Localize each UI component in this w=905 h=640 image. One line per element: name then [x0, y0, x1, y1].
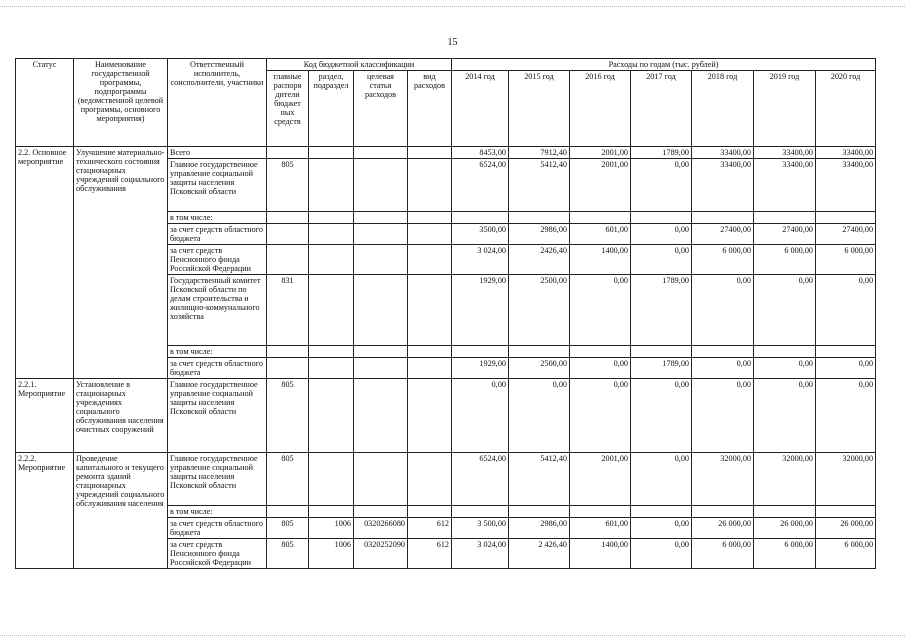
kbk-grbs-cell: 805	[267, 159, 309, 212]
kbk-vr-cell	[408, 159, 452, 212]
expense-value-cell	[631, 346, 692, 358]
kbk-rz-cell	[309, 245, 354, 275]
kbk-rz-cell	[309, 224, 354, 245]
expense-value-cell: 0,00	[692, 275, 754, 346]
kbk-grbs-cell: 831	[267, 275, 309, 346]
expense-value-cell: 5412,40	[509, 453, 570, 506]
kbk-rz-cell	[309, 506, 354, 518]
kbk-csr-cell	[354, 147, 408, 159]
expense-value-cell	[754, 212, 816, 224]
expense-value-cell: 0,00	[754, 275, 816, 346]
expense-value-cell: 1400,00	[570, 245, 631, 275]
responsible-cell: за счет средств областного бюджета	[168, 224, 267, 245]
kbk-grbs-cell	[267, 506, 309, 518]
kbk-csr-cell	[354, 506, 408, 518]
expense-value-cell: 0,00	[692, 358, 754, 379]
expense-value-cell: 33400,00	[754, 147, 816, 159]
kbk-csr-cell	[354, 224, 408, 245]
expense-value-cell: 0,00	[631, 539, 692, 569]
expense-value-cell: 1400,00	[570, 539, 631, 569]
expense-value-cell: 6 000,00	[692, 539, 754, 569]
expense-value-cell: 2986,00	[509, 518, 570, 539]
name-header: Наименование государственной программы, подпрограммы (ведомственной целевой программы, основного мероприятия)	[74, 59, 168, 147]
expense-value-cell	[692, 506, 754, 518]
expense-value-cell: 2001,00	[570, 147, 631, 159]
table-row	[16, 453, 876, 506]
expense-value-cell: 0,00	[631, 159, 692, 212]
expense-value-cell: 8453,00	[452, 147, 509, 159]
year-header: 2019 год	[754, 71, 816, 147]
expense-value-cell: 1789,00	[631, 147, 692, 159]
kbk-rz-header: раздел, подраздел	[309, 71, 354, 147]
expense-value-cell	[452, 506, 509, 518]
status-cell: 2.2.2. Мероприятие	[16, 453, 74, 569]
year-header: 2017 год	[631, 71, 692, 147]
expense-value-cell: 0,00	[631, 453, 692, 506]
expense-value-cell	[754, 346, 816, 358]
program-name-cell: Установление в стационарных учреждениях социального обслуживания населения очистных сооружений	[74, 379, 168, 453]
kbk-grbs-cell	[267, 147, 309, 159]
program-name-cell: Проведение капитального и текущего ремонта зданий стационарных учреждений социального обслуживания населения	[74, 453, 168, 569]
kbk-rz-cell	[309, 346, 354, 358]
expense-value-cell: 32000,00	[692, 453, 754, 506]
expense-value-cell	[452, 212, 509, 224]
expense-value-cell: 26 000,00	[754, 518, 816, 539]
expense-value-cell: 0,00	[452, 379, 509, 453]
status-cell: 2.2. Основное мероприятие	[16, 147, 74, 379]
responsible-cell: Главное государственное управление социальной защиты населения Псковской области	[168, 379, 267, 453]
kbk-grbs-cell	[267, 224, 309, 245]
kbk-vr-cell: 612	[408, 539, 452, 569]
expense-value-cell: 0,00	[509, 379, 570, 453]
year-header: 2018 год	[692, 71, 754, 147]
kbk-vr-cell	[408, 212, 452, 224]
responsible-cell: за счет средств областного бюджета	[168, 358, 267, 379]
expense-value-cell: 33400,00	[816, 159, 876, 212]
kbk-csr-cell	[354, 346, 408, 358]
expense-value-cell: 3500,00	[452, 224, 509, 245]
expense-value-cell: 33400,00	[692, 147, 754, 159]
kbk-vr-cell	[408, 346, 452, 358]
expense-value-cell	[631, 506, 692, 518]
expense-value-cell: 2001,00	[570, 453, 631, 506]
status-header: Статус	[16, 59, 74, 147]
responsible-cell: Главное государственное управление социальной защиты населения Псковской области	[168, 159, 267, 212]
kbk-vr-cell	[408, 147, 452, 159]
kbk-csr-cell	[354, 159, 408, 212]
kbk-csr-cell	[354, 453, 408, 506]
kbk-vr-cell: 612	[408, 518, 452, 539]
expense-value-cell	[754, 506, 816, 518]
kbk-csr-cell	[354, 379, 408, 453]
kbk-csr-cell: 0320252090	[354, 539, 408, 569]
expense-value-cell: 33400,00	[816, 147, 876, 159]
kbk-rz-cell: 1006	[309, 518, 354, 539]
program-name-cell: Улучшение материально-технического состояния стационарных учреждений социального обслуживания	[74, 147, 168, 379]
status-cell: 2.2.1. Мероприятие	[16, 379, 74, 453]
kbk-grbs-cell	[267, 245, 309, 275]
responsible-cell: в том числе:	[168, 346, 267, 358]
kbk-rz-cell	[309, 159, 354, 212]
expense-value-cell: 26 000,00	[816, 518, 876, 539]
expense-value-cell: 3 500,00	[452, 518, 509, 539]
kbk-grbs-cell: 805	[267, 453, 309, 506]
expense-value-cell	[509, 212, 570, 224]
kbk-grbs-cell	[267, 346, 309, 358]
expense-value-cell: 6524,00	[452, 453, 509, 506]
expense-value-cell: 601,00	[570, 518, 631, 539]
expense-value-cell: 0,00	[816, 275, 876, 346]
expense-value-cell: 33400,00	[692, 159, 754, 212]
kbk-csr-cell	[354, 212, 408, 224]
year-header: 2020 год	[816, 71, 876, 147]
expense-value-cell: 27400,00	[692, 224, 754, 245]
expense-value-cell: 6 000,00	[816, 539, 876, 569]
expense-value-cell: 1789,00	[631, 358, 692, 379]
expense-value-cell	[631, 212, 692, 224]
kbk-rz-cell	[309, 147, 354, 159]
expense-value-cell: 7912,40	[509, 147, 570, 159]
expense-value-cell: 33400,00	[754, 159, 816, 212]
expense-value-cell: 0,00	[816, 379, 876, 453]
scan-top-edge	[0, 0, 905, 7]
expenses-header: Расходы по годам (тыс. рублей)	[452, 59, 876, 71]
expense-value-cell: 2500,00	[509, 275, 570, 346]
expense-value-cell: 601,00	[570, 224, 631, 245]
expense-value-cell: 2986,00	[509, 224, 570, 245]
kbk-grbs-cell: 805	[267, 379, 309, 453]
page-number: 15	[447, 37, 458, 48]
expense-value-cell: 0,00	[816, 358, 876, 379]
expense-value-cell: 1929,00	[452, 275, 509, 346]
expense-value-cell: 1789,00	[631, 275, 692, 346]
year-header: 2015 год	[509, 71, 570, 147]
expense-value-cell: 0,00	[631, 245, 692, 275]
expense-value-cell: 1929,00	[452, 358, 509, 379]
expense-value-cell: 0,00	[631, 518, 692, 539]
expense-value-cell: 27400,00	[816, 224, 876, 245]
expense-value-cell: 32000,00	[816, 453, 876, 506]
expense-value-cell: 26 000,00	[692, 518, 754, 539]
table-row	[16, 379, 876, 453]
kbk-grbs-cell	[267, 358, 309, 379]
expense-value-cell	[570, 346, 631, 358]
expense-value-cell: 0,00	[570, 379, 631, 453]
kbk-vr-header: вид расходов	[408, 71, 452, 147]
expense-value-cell: 2 426,40	[509, 539, 570, 569]
responsible-cell: Всего	[168, 147, 267, 159]
expense-value-cell: 3 024,00	[452, 245, 509, 275]
expense-value-cell	[509, 506, 570, 518]
responsible-cell: Государственный комитет Псковской области по делам строительства и жилищно-коммунального хозяйства	[168, 275, 267, 346]
kbk-vr-cell	[408, 245, 452, 275]
responsible-cell: за счет средств областного бюджета	[168, 518, 267, 539]
expense-value-cell: 32000,00	[754, 453, 816, 506]
responsible-cell: в том числе:	[168, 212, 267, 224]
expense-value-cell: 2500,00	[509, 358, 570, 379]
expense-value-cell	[509, 346, 570, 358]
kbk-grbs-cell	[267, 212, 309, 224]
expense-value-cell	[816, 212, 876, 224]
expense-value-cell	[692, 346, 754, 358]
responsible-cell: за счет средств Пенсионного фонда Российской Федерации	[168, 245, 267, 275]
year-header: 2014 год	[452, 71, 509, 147]
kbk-header: Код бюджетной классификации	[267, 59, 452, 71]
kbk-rz-cell	[309, 212, 354, 224]
expense-value-cell: 0,00	[570, 275, 631, 346]
expense-value-cell: 0,00	[631, 224, 692, 245]
kbk-vr-cell	[408, 358, 452, 379]
expense-value-cell	[816, 506, 876, 518]
budget-table	[15, 58, 876, 569]
kbk-grbs-header: главные распоря дители бюджет ных средств	[267, 71, 309, 147]
kbk-csr-cell: 0320266080	[354, 518, 408, 539]
responsible-cell: Главное государственное управление социальной защиты населения Псковской области	[168, 453, 267, 506]
expense-value-cell: 6 000,00	[816, 245, 876, 275]
expense-value-cell: 2001,00	[570, 159, 631, 212]
expense-value-cell	[452, 346, 509, 358]
expense-value-cell: 0,00	[631, 379, 692, 453]
expense-value-cell: 6 000,00	[754, 539, 816, 569]
expense-value-cell: 0,00	[754, 358, 816, 379]
kbk-vr-cell	[408, 379, 452, 453]
expense-value-cell: 0,00	[692, 379, 754, 453]
kbk-csr-header: целевая статья расходов	[354, 71, 408, 147]
expense-value-cell: 0,00	[754, 379, 816, 453]
expense-value-cell: 0,00	[570, 358, 631, 379]
kbk-rz-cell	[309, 275, 354, 346]
kbk-rz-cell	[309, 379, 354, 453]
expense-value-cell: 6 000,00	[692, 245, 754, 275]
scan-bottom-edge	[0, 635, 905, 640]
expense-value-cell: 27400,00	[754, 224, 816, 245]
expense-value-cell: 6 000,00	[754, 245, 816, 275]
expense-value-cell	[816, 346, 876, 358]
expense-value-cell: 6524,00	[452, 159, 509, 212]
responsible-header: Ответственный исполнитель, соисполнители, участники	[168, 59, 267, 147]
expense-value-cell: 3 024,00	[452, 539, 509, 569]
responsible-cell: за счет средств Пенсионного фонда Российской Федерации	[168, 539, 267, 569]
expense-value-cell	[570, 212, 631, 224]
kbk-vr-cell	[408, 224, 452, 245]
expense-value-cell	[692, 212, 754, 224]
kbk-rz-cell	[309, 453, 354, 506]
responsible-cell: в том числе:	[168, 506, 267, 518]
expense-value-cell: 5412,40	[509, 159, 570, 212]
table-row	[16, 147, 876, 159]
kbk-grbs-cell: 805	[267, 518, 309, 539]
expense-value-cell	[570, 506, 631, 518]
year-header: 2016 год	[570, 71, 631, 147]
kbk-grbs-cell: 805	[267, 539, 309, 569]
kbk-vr-cell	[408, 506, 452, 518]
kbk-csr-cell	[354, 245, 408, 275]
kbk-vr-cell	[408, 275, 452, 346]
kbk-vr-cell	[408, 453, 452, 506]
kbk-csr-cell	[354, 358, 408, 379]
expense-value-cell: 2426,40	[509, 245, 570, 275]
kbk-rz-cell	[309, 358, 354, 379]
kbk-csr-cell	[354, 275, 408, 346]
kbk-rz-cell: 1006	[309, 539, 354, 569]
